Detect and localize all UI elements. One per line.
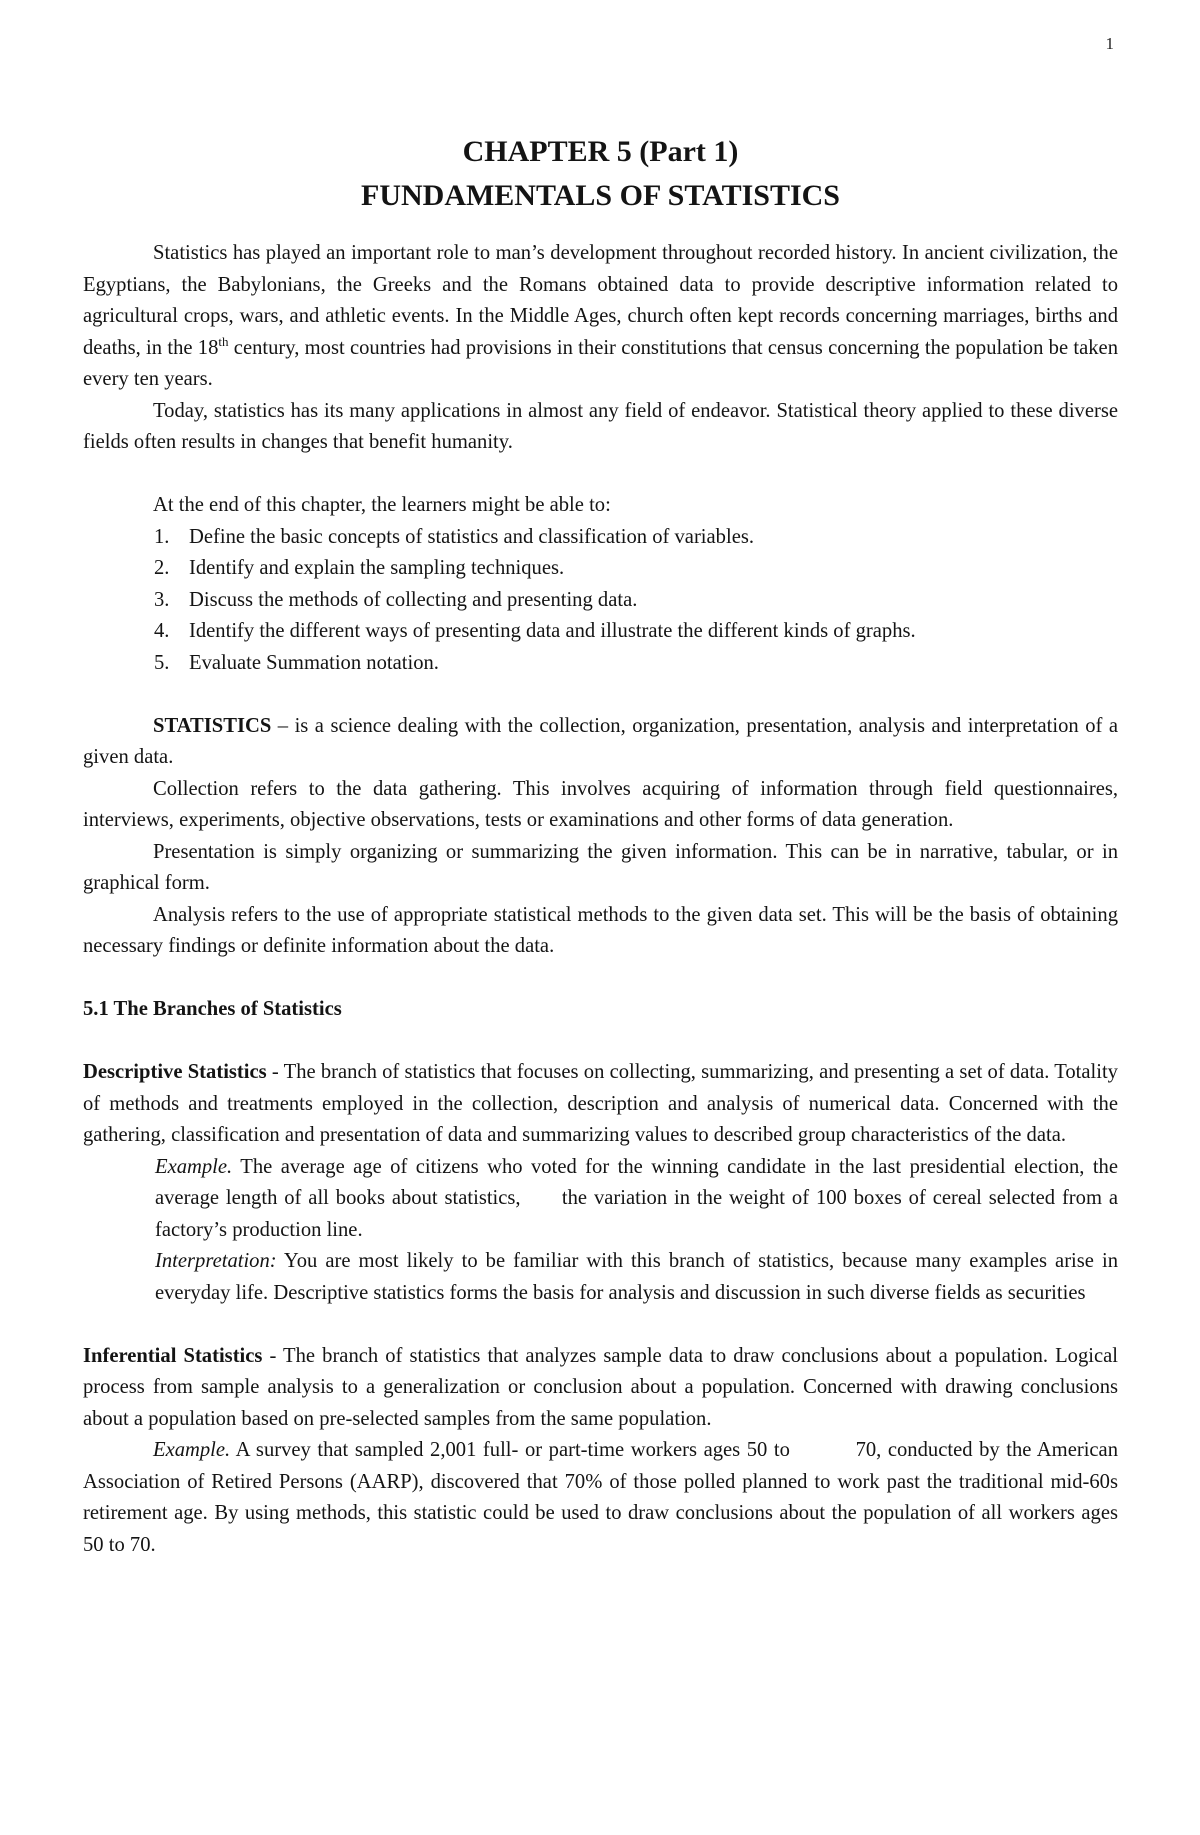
descriptive-text: - The branch of statistics that focuses on collecting, summarizing, and presenting a set of data. Totality of methods and treatments employed in the collection, description and analysis of numerical data. Concerned with the gathering, classification and presentation of data and summarizing values to described group characteristics of the data.: [83, 1061, 1118, 1146]
spacer: [83, 1026, 1118, 1058]
list-item-number: 4.: [154, 620, 170, 642]
example-text: The average age of citizens who voted for the winning candidate in the last presidential election, the average length of all books about statistics, the variation in the weight of 100 boxes of cereal selected from a factory’s production line.: [155, 1155, 1124, 1241]
definition-term: STATISTICS: [153, 714, 272, 737]
example-label: Example.: [153, 1439, 231, 1461]
descriptive-statistics-paragraph: [83, 1057, 1118, 1152]
intro-text-part-1: Statistics has played an important role to man’s development throughout recorded history. In ancient civilization, the Egyptians, the Babylonians, the Greeks and the Romans obtained data to provide descriptive information related to agricultural crops, wars, and athletic events. In the Middle Ages, church often kept records concerning marriages, births and deaths, in the 18: [83, 242, 1118, 359]
objectives-lead: At the end of this chapter, the learners might be able to:: [153, 494, 611, 516]
chapter-title: CHAPTER 5 (Part 1): [462, 135, 739, 168]
list-item-text: Evaluate Summation notation.: [189, 651, 439, 674]
section-heading: 5.1 The Branches of Statistics: [83, 998, 342, 1020]
list-item-text: Discuss the methods of collecting and presenting data.: [189, 588, 638, 611]
example-label: Example.: [155, 1155, 233, 1178]
spacer: [83, 963, 1118, 995]
descriptive-example-block: [83, 1152, 1124, 1310]
objectives-list: [83, 522, 1118, 680]
list-item: [83, 553, 1118, 585]
descriptive-interpretation: [155, 1246, 1118, 1309]
spacer: [83, 1309, 1118, 1341]
list-item-text: Define the basic concepts of statistics and classification of variables.: [189, 525, 754, 548]
list-item: [83, 585, 1118, 617]
spacer: [83, 679, 1118, 711]
intro-paragraph-1: [83, 238, 1118, 396]
list-item-number: 1.: [154, 525, 170, 548]
intro-superscript: th: [218, 333, 229, 349]
descriptive-term: Descriptive Statistics: [83, 1061, 267, 1083]
definition-text: – is a science dealing with the collection, organization, presentation, analysis and interpretation of a given data.: [83, 714, 1118, 768]
list-item-number: 3.: [154, 588, 170, 611]
list-item: [83, 648, 1118, 680]
chapter-subtitle: FUNDAMENTALS OF STATISTICS: [361, 179, 840, 212]
list-item: [83, 616, 1118, 648]
inferential-statistics-paragraph: [83, 1341, 1118, 1436]
intro-text-part-2: century, most countries had provisions in their constitutions that census concerning the population be taken every ten years.: [83, 336, 1118, 390]
document-body: [83, 130, 1124, 1561]
example-text: A survey that sampled 2,001 full- or part-time workers ages 50 to 70, conducted by the American Association of Retired Persons (AARP), discovered that 70% of those polled planned to work past the traditional mid-60s retirement age. By using methods, this statistic could be used to draw conclusions about the population of all workers ages 50 to 70.: [83, 1439, 1124, 1556]
descriptive-example: [155, 1152, 1124, 1247]
intro-paragraph-2: Today, statistics has its many applications in almost any field of endeavor. Statistical theory applied to these diverse fields often results in changes that benefit humanity.: [83, 399, 1118, 453]
analysis-paragraph: Analysis refers to the use of appropriate statistical methods to the given data set. This will be the basis of obtaining necessary findings or definite information about the data.: [83, 903, 1118, 957]
statistics-definition: [83, 711, 1118, 774]
collection-paragraph: Collection refers to the data gathering. This involves acquiring of information through field questionnaires, interviews, experiments, objective observations, tests or examinations and other forms of data generation.: [83, 777, 1118, 831]
page-number: 1: [1105, 34, 1114, 53]
interpretation-label: Interpretation:: [155, 1250, 277, 1272]
inferential-term: Inferential Statistics: [83, 1344, 263, 1367]
chapter-title-block: [83, 130, 1118, 218]
inferential-example: [83, 1435, 1124, 1561]
list-item-number: 2.: [154, 557, 170, 579]
list-item-number: 5.: [154, 651, 170, 674]
presentation-paragraph: Presentation is simply organizing or summarizing the given information. This can be in narrative, tabular, or in graphical form.: [83, 840, 1118, 894]
spacer: [83, 459, 1118, 491]
inferential-text: - The branch of statistics that analyzes sample data to draw conclusions about a population. Logical process from sample analysis to a generalization or conclusion about a population. Concerned with drawing conclusions about a population based on pre-selected samples from the same population.: [83, 1344, 1118, 1430]
list-item-text: Identify the different ways of presenting data and illustrate the different kinds of graphs.: [189, 620, 916, 642]
list-item-text: Identify and explain the sampling techniques.: [189, 557, 565, 579]
interpretation-text: You are most likely to be familiar with this branch of statistics, because many examples arise in everyday life. Descriptive statistics forms the basis for analysis and discussion in such diverse fields as securities: [155, 1250, 1118, 1304]
list-item: [83, 522, 1118, 554]
